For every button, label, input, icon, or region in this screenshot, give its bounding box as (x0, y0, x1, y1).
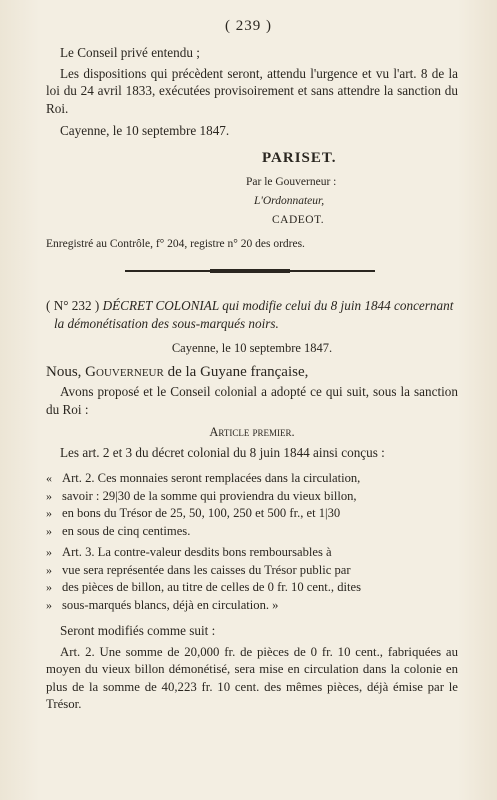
signature-name: PARISET. (262, 150, 337, 166)
quoted-art3 (46, 544, 458, 614)
decree-title: DÉCRET COLONIAL qui modifie celui du 8 juin 1844 concernant la démonétisation des sous-marqués noirs. (54, 298, 454, 331)
quoted-line (46, 470, 458, 488)
decree-number: ( N° 232 ) (46, 298, 100, 313)
quoted-line (46, 488, 458, 506)
quoted-art2 (46, 470, 458, 540)
quote-mark: » (46, 580, 52, 594)
decree-preamble: Avons proposé et le Conseil colonial a adopté ce qui suit, sous la sanction du Roi : (46, 384, 458, 417)
quoted-text: des pièces de billon, au titre de celles de 0 fr. 10 cent., dites (62, 580, 362, 594)
quote-mark: » (46, 562, 52, 577)
decree-nous-line (46, 364, 458, 382)
quoted-line (46, 505, 458, 523)
decree-title-line (46, 297, 458, 332)
decree-header (46, 297, 458, 461)
quote-mark: » (46, 597, 52, 612)
quoted-text: sous-marqués blancs, déjà en circulation. » (62, 597, 279, 612)
page-number: ( 239 ) (225, 18, 272, 34)
registration-text: Enregistré au Contrôle, f° 204, registre n° 20 des ordres. (46, 238, 305, 250)
quote-mark: « (46, 471, 52, 485)
signature-signer: CADEOT. (272, 213, 325, 226)
article-intro: Les art. 2 et 3 du décret colonial du 8 juin 1844 ainsi conçus : (60, 444, 385, 460)
decree-gouverneur: Gouverneur (85, 363, 164, 380)
quoted-text: en sous de cinq centimes. (62, 523, 191, 538)
decree-gouverneur-rest: de la Guyane française, (167, 363, 309, 380)
quoted-line (46, 579, 458, 597)
quoted-line (46, 523, 458, 541)
intro-section (46, 44, 458, 140)
registration (46, 236, 458, 254)
quoted-text: vue sera représentée dans les caisses du Trésor public par (62, 562, 351, 577)
quote-mark: » (46, 523, 52, 538)
quoted-text: en bons du Trésor de 25, 50, 100, 250 et 500 fr., et 1|30 (62, 506, 341, 520)
quoted-text: Art. 2. Ces monnaies seront remplacées dans la circulation, (62, 471, 361, 485)
intro-line: Le Conseil privé entendu ; (60, 45, 200, 60)
new-article-2: Art. 2. Une somme de 20,000 fr. de pièces de 0 fr. 10 cent., fabriquées au moyen du vieux billon démonétisé, sera mise en circulation dans la colonie en plus de la somme de 40,223 fr. 10 cent. des mêmes pièces, déjà émise par le Trésor. (46, 644, 458, 711)
quoted-line (46, 597, 458, 615)
signature-block (46, 150, 458, 229)
signature-role: L'Ordonnateur, (254, 195, 325, 207)
intro-date: Cayenne, le 10 septembre 1847. (60, 123, 230, 138)
quote-mark: » (46, 506, 52, 520)
separator-rule (125, 270, 375, 272)
decree-nous: Nous, (46, 363, 82, 380)
quote-mark: » (46, 545, 52, 559)
intro-paragraph: Les dispositions qui précèdent seront, attendu l'urgence et vu l'art. 8 de la loi du 24 avril 1833, exécutées provisoirement et sans attendre la sanction du Roi. (46, 65, 458, 116)
decree-date: Cayenne, le 10 septembre 1847. (171, 341, 333, 355)
signature-par: Par le Gouverneur : (246, 175, 337, 188)
modified-intro: Seront modifiés comme suit : (60, 623, 216, 638)
quoted-line (46, 544, 458, 562)
quote-mark: » (46, 488, 52, 503)
quoted-line (46, 562, 458, 580)
article-heading: Article premier. (209, 425, 295, 439)
quoted-text: Art. 3. La contre-valeur desdits bons remboursables à (62, 545, 332, 559)
modification-section (46, 622, 458, 714)
quoted-text: savoir : 29|30 de la somme qui proviendra du vieux billon, (62, 488, 357, 503)
